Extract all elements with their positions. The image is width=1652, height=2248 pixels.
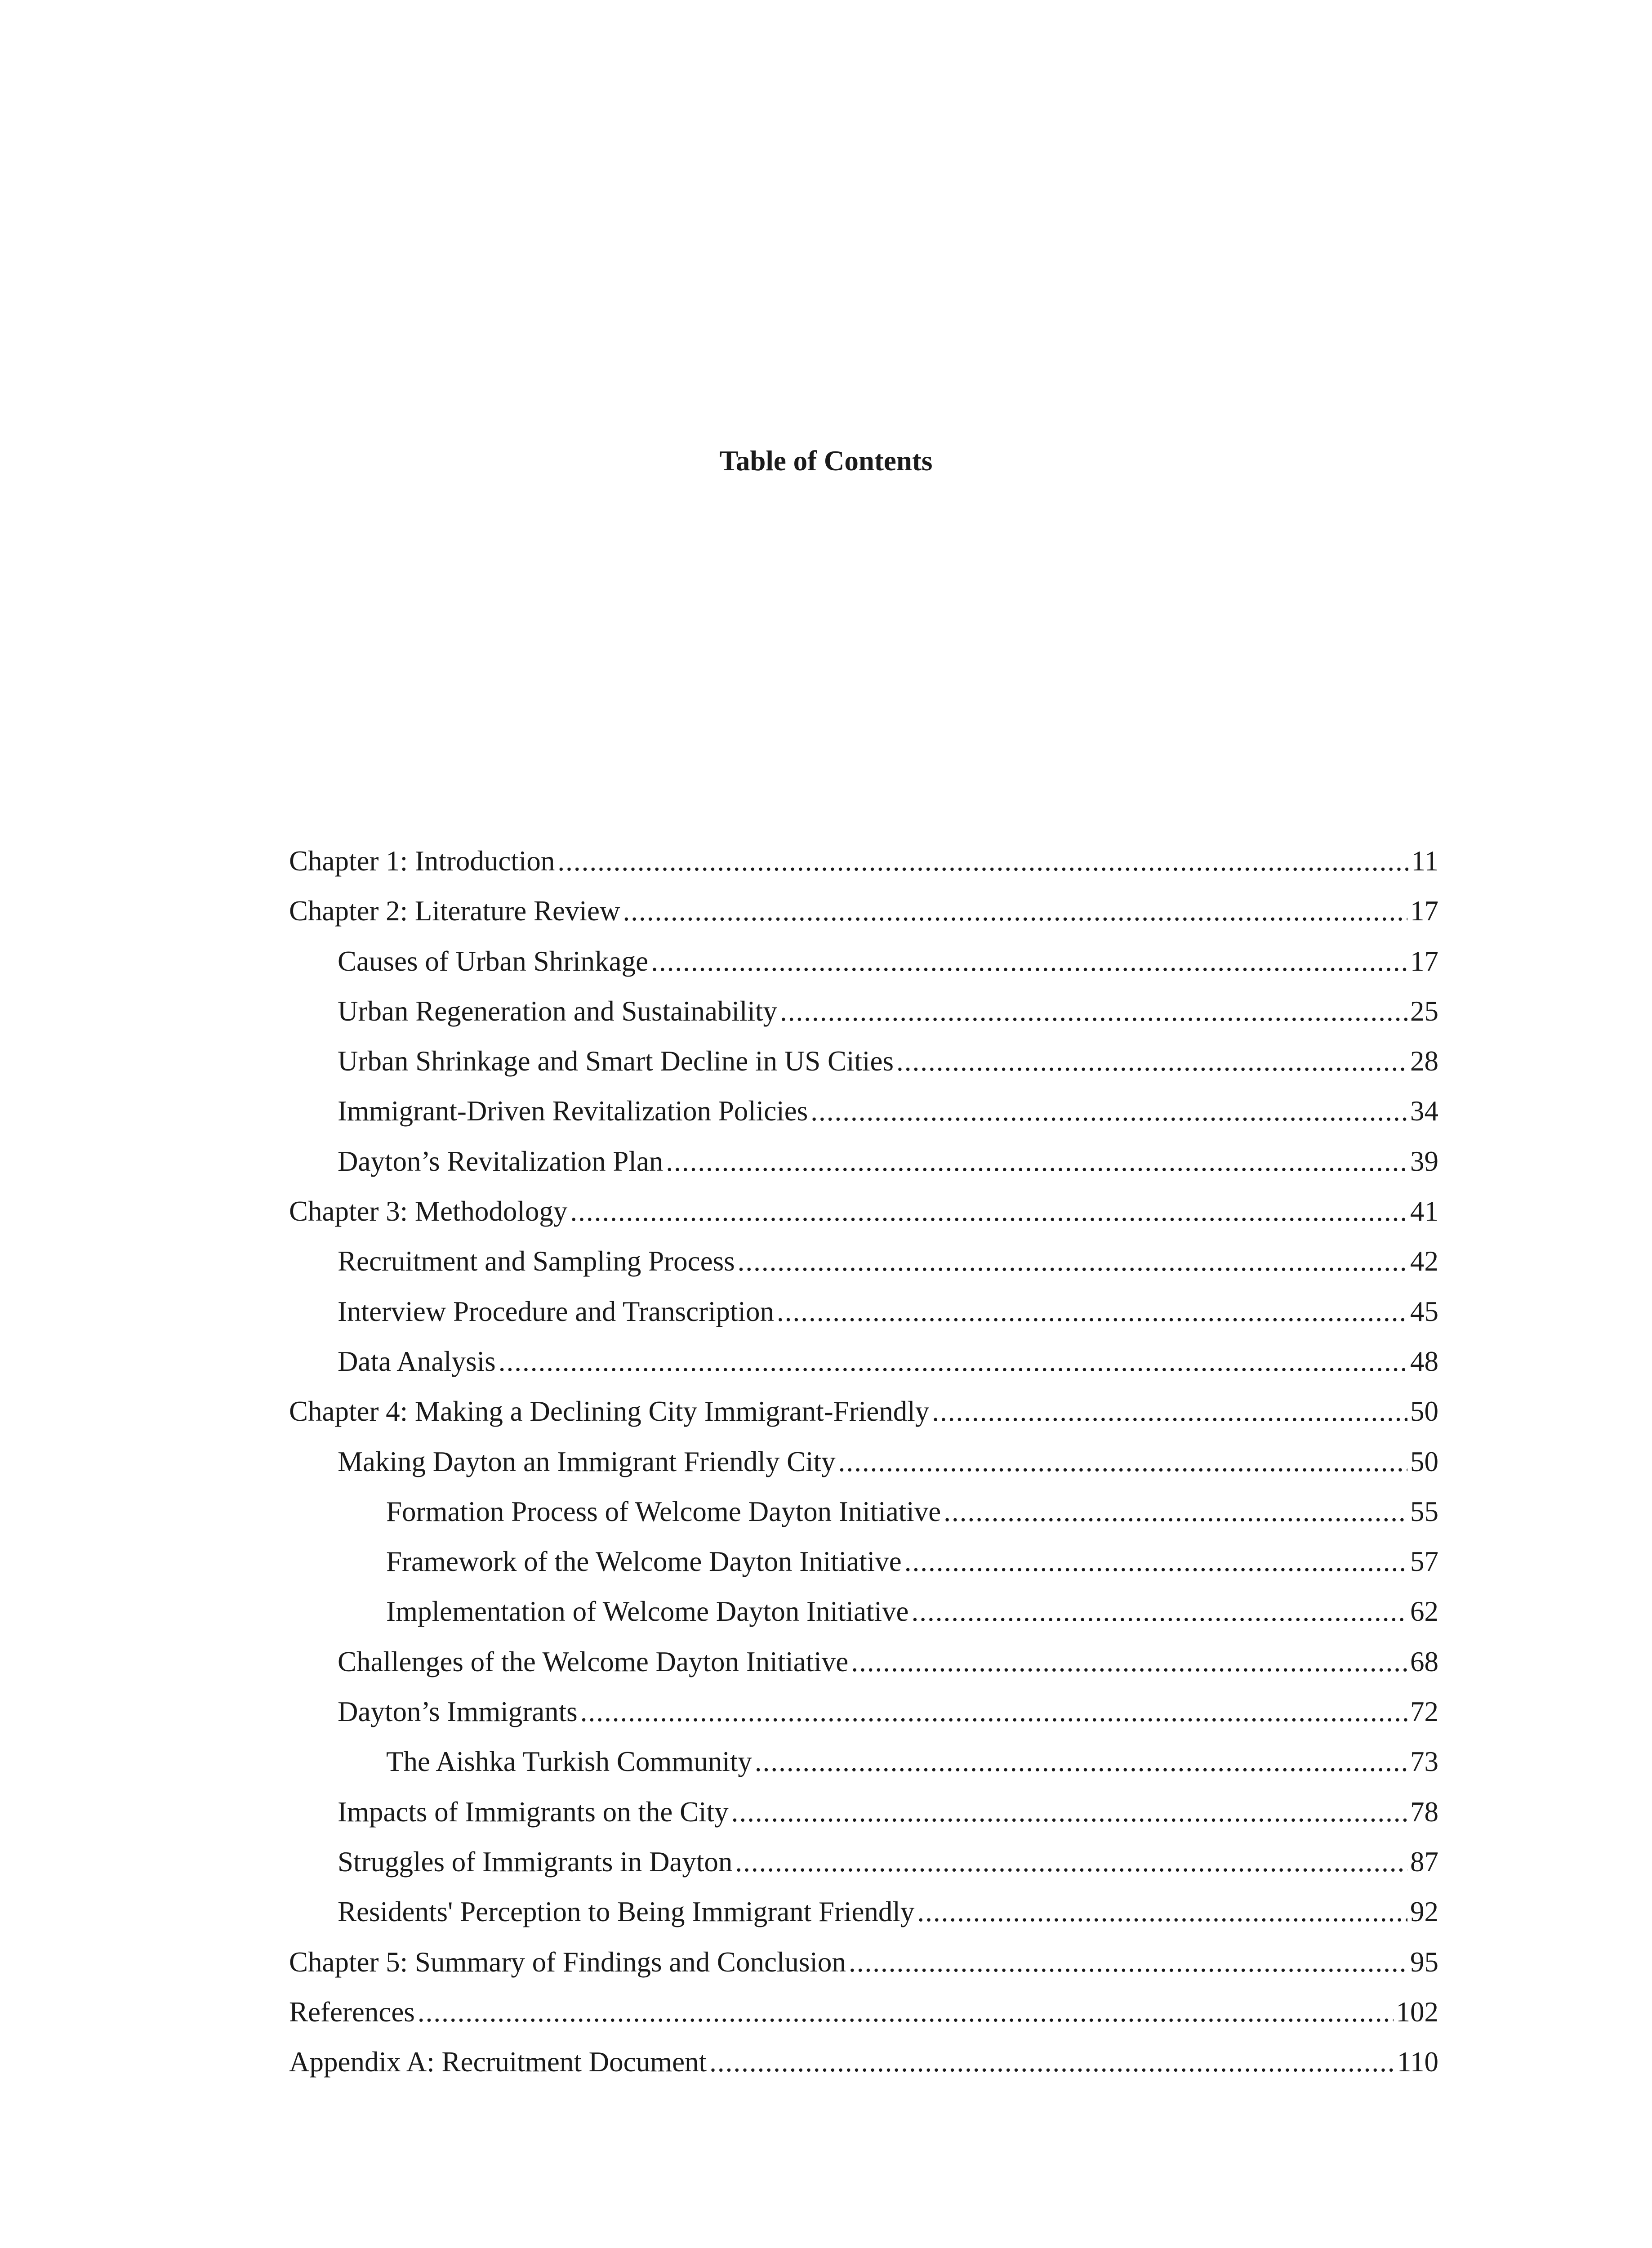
toc-entry-title: Data Analysis [338,1345,496,1377]
toc-dot-leader [777,1287,1407,1337]
toc-dot-leader [499,1337,1407,1387]
toc-page-number: 25 [1410,995,1438,1027]
toc-page-number: 34 [1410,1095,1438,1127]
page-title: Table of Contents [719,445,933,477]
toc-entry[interactable] [289,886,1438,936]
toc-entry[interactable] [289,836,1438,886]
toc-entry[interactable] [289,1837,1438,1887]
toc-entry-title: Interview Procedure and Transcription [338,1295,775,1327]
toc-dot-leader [849,1937,1407,1987]
toc-page-number: 17 [1410,895,1438,927]
toc-dot-leader [709,2037,1394,2087]
toc-entry-title: References [289,1996,415,2028]
toc-page-number: 50 [1410,1396,1438,1427]
toc-entry[interactable] [289,1287,1438,1337]
toc-entry[interactable] [289,1787,1438,1837]
toc-dot-leader [735,1837,1407,1887]
toc-entry-title: Formation Process of Welcome Dayton Initiative [386,1495,941,1527]
toc-dot-leader [932,1387,1407,1436]
toc-page-number: 62 [1410,1596,1438,1628]
toc-dot-leader [580,1687,1407,1737]
toc-dot-leader [738,1236,1407,1286]
toc-page-number: 92 [1410,1896,1438,1928]
toc-dot-leader [917,1887,1407,1937]
toc-entry-title: Immigrant-Driven Revitalization Policies [338,1095,808,1127]
toc-entry-title: Urban Regeneration and Sustainability [338,995,778,1027]
toc-entry-title: Chapter 3: Methodology [289,1195,568,1227]
toc-entry-title: Chapter 5: Summary of Findings and Conclusion [289,1946,846,1978]
toc-entry-title: Implementation of Welcome Dayton Initiative [386,1596,909,1628]
toc-page-number: 95 [1410,1946,1438,1978]
toc-entry-title: Residents' Perception to Being Immigrant Friendly [338,1896,915,1928]
toc-entry[interactable] [289,1587,1438,1637]
toc-entry-title: Urban Shrinkage and Smart Decline in US Cities [338,1045,894,1077]
toc-dot-leader [904,1537,1407,1587]
toc-dot-leader [851,1637,1407,1687]
toc-dot-leader [780,986,1407,1036]
toc-entry[interactable] [289,1036,1438,1086]
toc-dot-leader [557,836,1408,886]
toc-page-number: 57 [1410,1546,1438,1578]
toc-dot-leader [944,1487,1407,1537]
toc-page-number: 17 [1410,945,1438,977]
toc-dot-leader [418,1987,1394,2037]
toc-entry[interactable] [289,1137,1438,1186]
toc-entry-title: Appendix A: Recruitment Document [289,2046,707,2078]
toc-dot-leader [911,1587,1407,1637]
toc-page-number: 28 [1410,1045,1438,1077]
toc-entry-title: Dayton’s Revitalization Plan [338,1145,663,1177]
toc-entry[interactable] [289,1086,1438,1136]
toc-page-number: 42 [1410,1245,1438,1277]
toc-page-number: 50 [1410,1445,1438,1477]
toc-dot-leader [570,1186,1407,1236]
toc-page-number: 72 [1410,1696,1438,1728]
toc-entry-title: Recruitment and Sampling Process [338,1245,735,1277]
toc-entry[interactable] [289,1937,1438,1987]
toc-entry-title: Chapter 2: Literature Review [289,895,620,927]
toc-entry[interactable] [289,1737,1438,1787]
toc-entry[interactable] [289,937,1438,986]
toc-entry[interactable] [289,1236,1438,1286]
toc-entry[interactable] [289,1337,1438,1387]
toc-entry[interactable] [289,2037,1438,2087]
toc-entry[interactable] [289,1487,1438,1537]
toc-page-number: 110 [1397,2046,1438,2078]
toc-page-number: 68 [1410,1646,1438,1677]
toc-page-number: 78 [1410,1796,1438,1828]
toc-page-number: 11 [1411,845,1438,877]
toc-entry[interactable] [289,1437,1438,1487]
toc-dot-leader [623,886,1407,936]
toc-entry-title: Framework of the Welcome Dayton Initiative [386,1546,902,1578]
toc-dot-leader [896,1036,1407,1086]
toc-entry[interactable] [289,1186,1438,1236]
toc-entry[interactable] [289,1687,1438,1737]
toc-page-number: 55 [1410,1495,1438,1527]
toc-entry-title: Dayton’s Immigrants [338,1696,578,1728]
toc-entry-title: Making Dayton an Immigrant Friendly City [338,1445,836,1477]
toc-entry[interactable] [289,1637,1438,1687]
toc-dot-leader [755,1737,1407,1787]
toc-page-number: 102 [1396,1996,1438,2028]
toc-entry[interactable] [289,1987,1438,2037]
toc-entry[interactable] [289,1387,1438,1436]
toc-dot-leader [731,1787,1407,1837]
toc-page-number: 73 [1410,1746,1438,1778]
toc-entry-title: Chapter 1: Introduction [289,845,555,877]
toc-entry-title: The Aishka Turkish Community [386,1746,752,1778]
toc-entry[interactable] [289,1537,1438,1587]
toc-page-number: 45 [1410,1295,1438,1327]
toc-dot-leader [666,1137,1407,1186]
toc-entry-title: Impacts of Immigrants on the City [338,1796,729,1828]
toc-page-number: 87 [1410,1846,1438,1878]
toc-entry[interactable] [289,986,1438,1036]
toc-dot-leader [810,1086,1407,1136]
toc-dot-leader [651,937,1407,986]
toc-dot-leader [838,1437,1407,1487]
toc-entry-title: Chapter 4: Making a Declining City Immigrant-Friendly [289,1396,930,1427]
toc-entry-title: Struggles of Immigrants in Dayton [338,1846,733,1878]
toc-entry-title: Causes of Urban Shrinkage [338,945,649,977]
toc-entry-title: Challenges of the Welcome Dayton Initiative [338,1646,849,1677]
toc-page-number: 39 [1410,1145,1438,1177]
table-of-contents [289,836,1438,2087]
toc-page-number: 48 [1410,1345,1438,1377]
toc-page-number: 41 [1410,1195,1438,1227]
toc-entry[interactable] [289,1887,1438,1937]
